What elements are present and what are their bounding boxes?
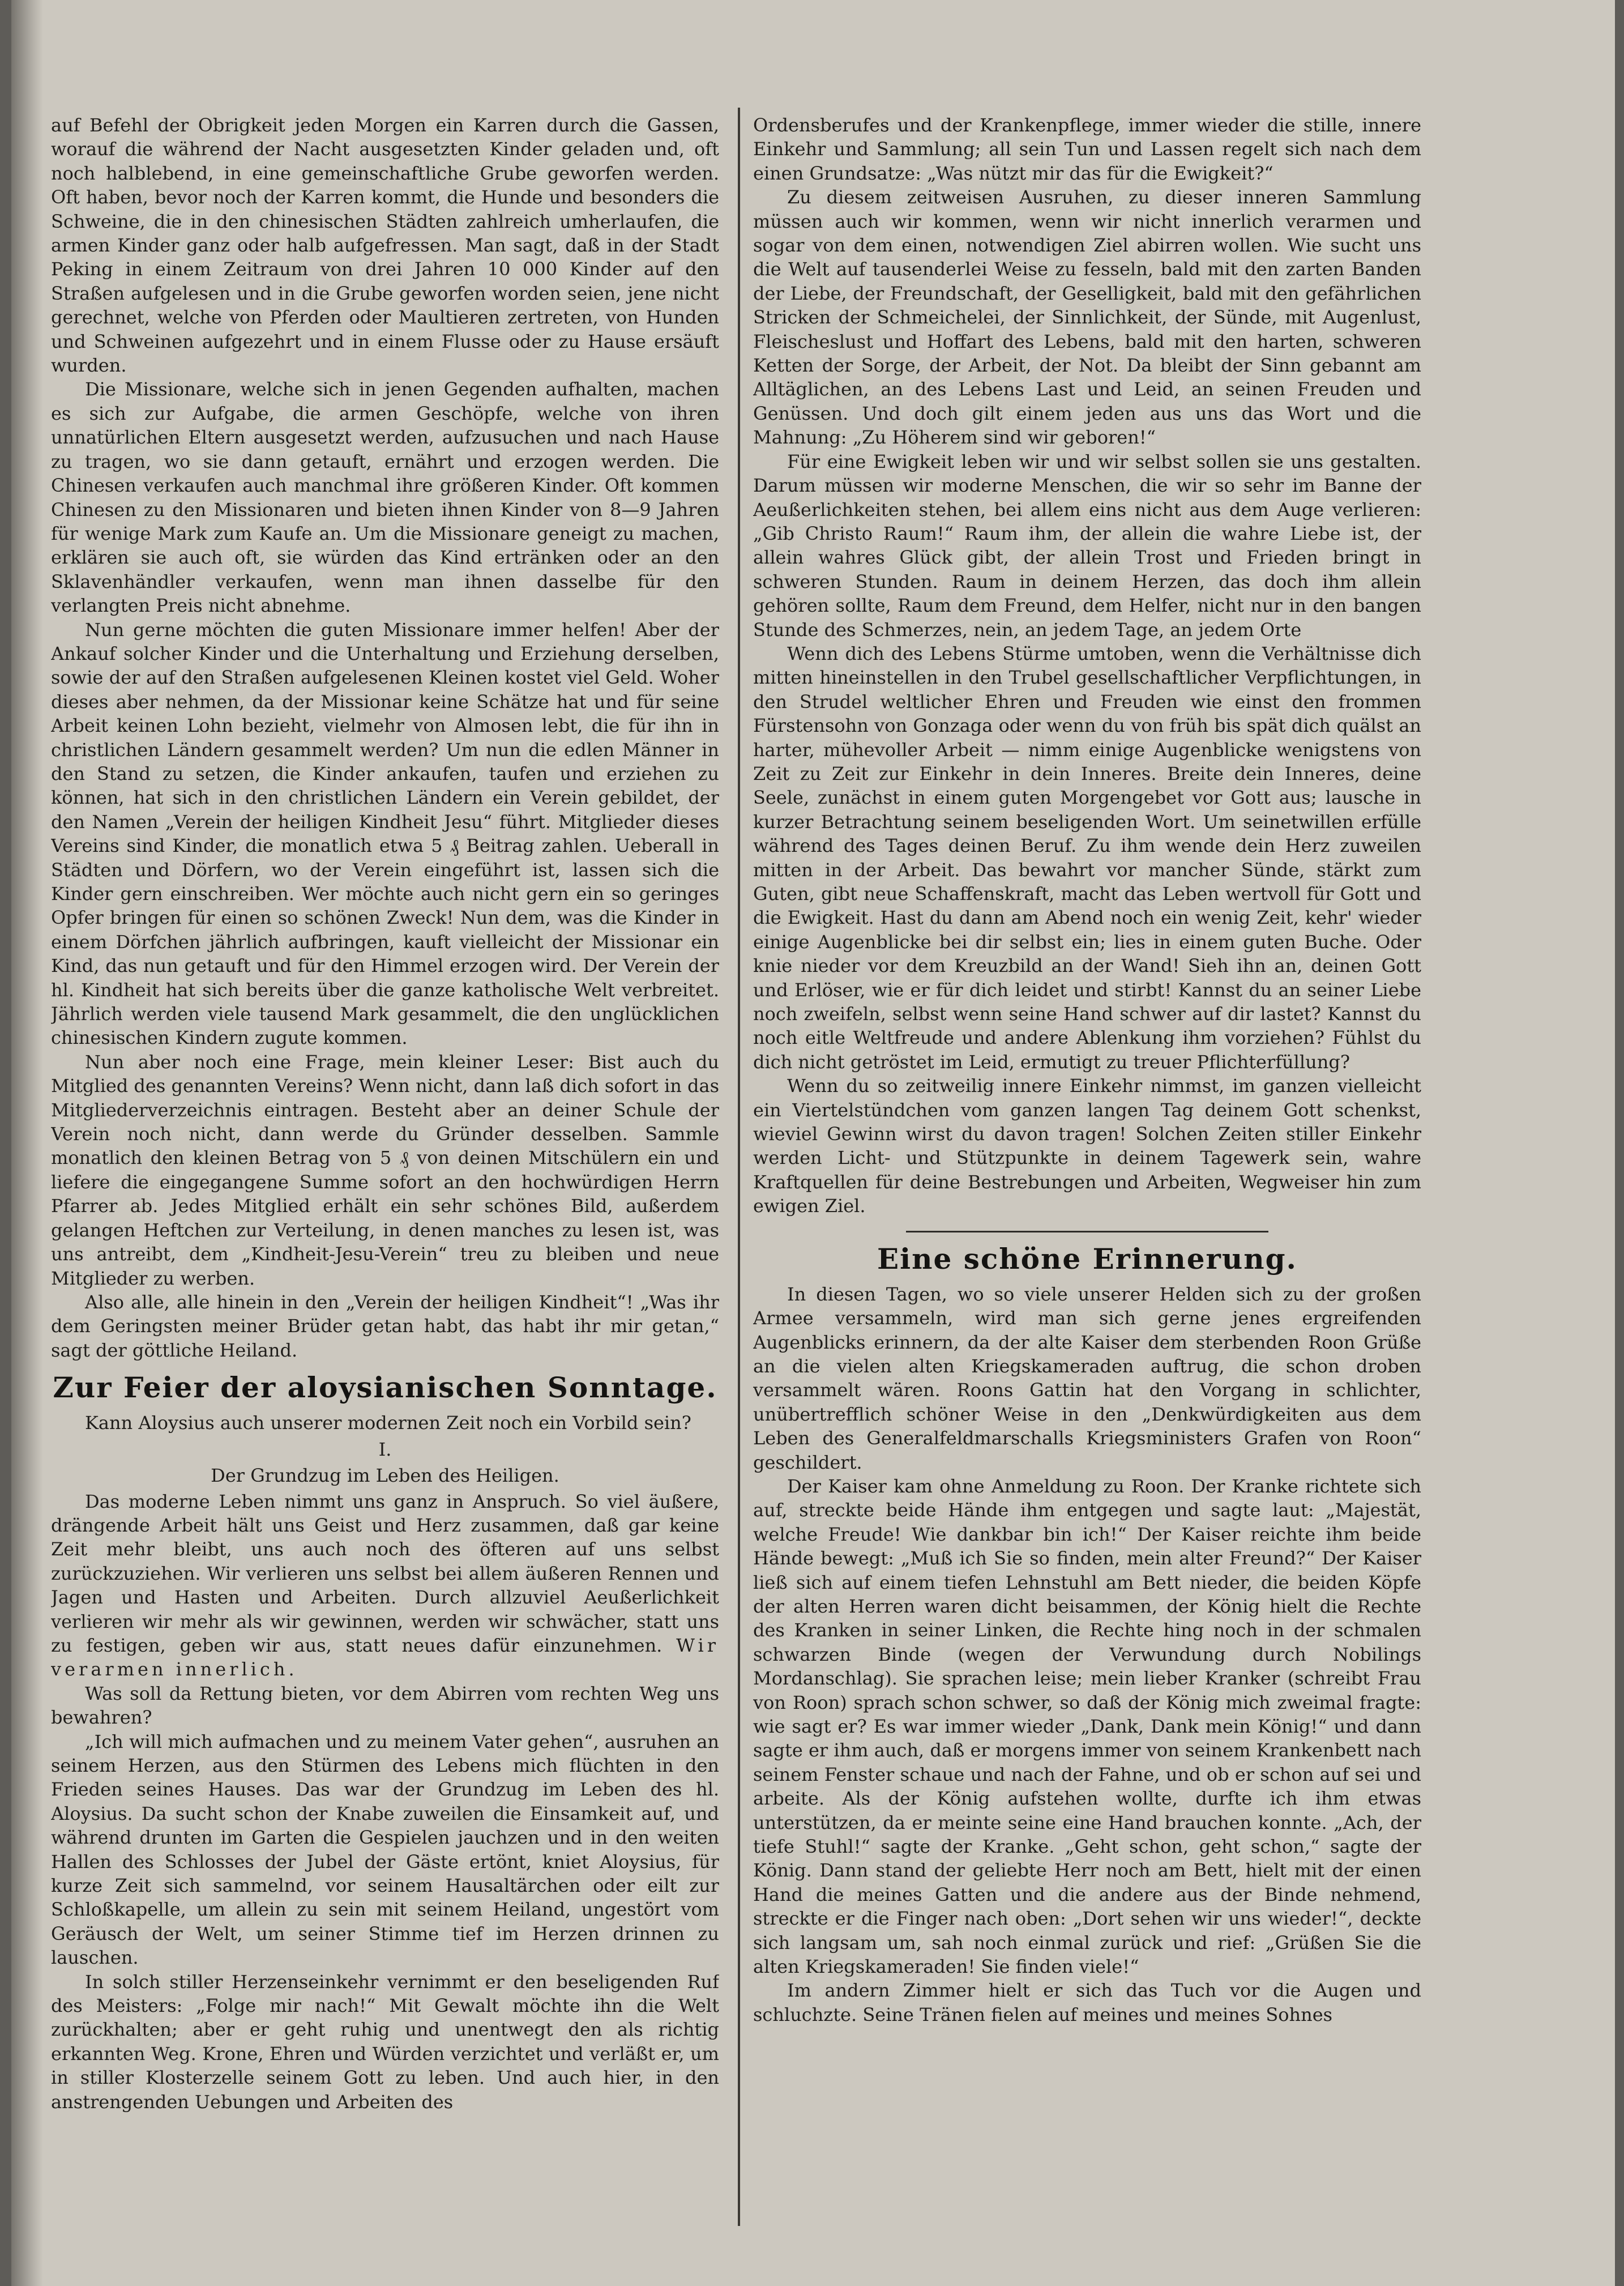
right-paragraph-1: Ordensberufes und der Krankenpflege, immer wieder die stille, innere Einkehr und Sammlung; all sein Tun und Lassen regelt sich nach dem einen Grundsatze: „Was nützt mir das für die Ewigkeit?“ [753, 114, 1421, 184]
section-numeral: I. [378, 1438, 392, 1460]
left-paragraph-8: „Ich will mich aufmachen und zu meinem Vater gehen“, ausruhen an seinem Herzen, aus den Stürmen des Lebens mich flüchten in den Frieden seines Hauses. Das war der Grundzug im Leben des hl. Aloysius. Da sucht schon der Knabe zuweilen die Einsamkeit auf, und während drunten im Garten die Gespielen jauchzen und in den weiten Hallen des Schlosses der Jubel der Gäste ertönt, kniet Aloysius, für kurze Zeit sich sammelnd, vor seinem Hausaltärchen oder eilt zur Schloßkapelle, um allein zu sein mit seinem Heiland, ungestört vom Geräusch der Welt, um seiner Stimme tief im Herzen drinnen zu lauschen. [51, 1730, 719, 1969]
article-heading-erinnerung: Eine schöne Erinnerung. [877, 1242, 1297, 1276]
right-paragraph-7: Der Kaiser kam ohne Anmeldung zu Roon. Der Kranke richtete sich auf, streckte beide Hände ihm entgegen und sagte laut: „Majestät, welche Freude! Wie dankbar bin ich!“ Der Kaiser reichte ihm beide Hände bewegt: „Muß ich Sie so finden, mein alter Freund?“ Der Kaiser ließ sich auf einem tiefen Lehnstuhl am Bett nieder, die beiden Köpfe der alten Herren waren dicht beisammen, der König hielt die Rechte des Kranken in seiner Linken, die Rechte hing noch in der schmalen schwarzen Binde (wegen der Verwundung durch Nobilings Mordanschlag). Sie sprachen leise; mein lieber Kranker (schreibt Frau von Roon) sprach schon schwer, so daß der König mich zweimal fragte: wie sagt er? Es war immer wieder „Dank, Dank mein König!“ und dann sagte er ihm auch, daß er morgens immer von seinem Krankenbett nach seinem Fenster schaue und nach der Fahne, und ob er schon auf sei und arbeite. Als der König aufstehen wollte, durfte ich ihm etwas unterstützen, da er meinte seine eine Hand brauchen konnte. „Ach, der tiefe Stuhl!“ sagte der Kranke. „Geht schon, geht schon,“ sagte der König. Dann stand der geliebte Herr noch am Bett, hielt mit der einen Hand die meines Gatten und die andere aus der Binde nehmend, streckte er die Finger nach oben: „Dort sehen wir uns wieder!“, deckte sich langsam um, sah noch einmal zurück und rief: „Grüßen Sie die alten Kriegskameraden! Sie finden viele!“ [753, 1475, 1421, 1978]
section-subheading: Der Grundzug im Leben des Heiligen. [211, 1464, 559, 1486]
right-paragraph-5: Wenn du so zeitweilig innere Einkehr nimmst, im ganzen vielleicht ein Viertelstündchen vom ganzen langen Tag deinem Gott schenkst, wieviel Gewinn wirst du davon tragen! Solchen Zeiten stiller Einkehr werden Licht- und Stützpunkte in deinem Tagewerk sein, wahre Kraftquellen für deine Bestrebungen und Arbeiten, Wegweiser hin zum ewigen Ziel. [753, 1075, 1421, 1217]
left-paragraph-2: Die Missionare, welche sich in jenen Gegenden aufhalten, machen es sich zur Aufgabe, die armen Geschöpfe, welche von ihren unnatürlichen Eltern ausgesetzt werden, aufzusuchen und nach Hause zu tragen, wo sie dann getauft, ernährt und erzogen werden. Die Chinesen verkaufen auch manchmal ihre größeren Kinder. Oft kommen Chinesen zu den Missionaren und bieten ihnen Kinder von 8—9 Jahren für wenige Mark zum Kaufe an. Um die Missionare geneigt zu machen, erklären sie auch oft, sie würden das Kind ertränken oder an den Sklavenhändler verkaufen, wenn man ihnen dasselbe für den verlangten Preis nicht abnehme. [51, 378, 719, 617]
column-divider [738, 108, 740, 2226]
newspaper-page [11, 0, 1615, 2286]
left-paragraph-6-spaced: Wir verarmen innerlich. [51, 1634, 719, 1681]
right-paragraph-8: Im andern Zimmer hielt er sich das Tuch vor die Augen und schluchzte. Seine Tränen fielen auf meines und meines Sohnes [753, 1980, 1421, 2025]
left-paragraph-1: auf Befehl der Obrigkeit jeden Morgen ein Karren durch die Gassen, worauf die während der Nacht ausgesetzten Kinder geladen und, oft noch halblebend, in eine gemeinschaftliche Grube geworfen werden. Oft haben, bevor noch der Karren kommt, die Hunde und besonders die Schweine, die in den chinesischen Städten zahlreich umherlaufen, die armen Kinder ganz oder halb aufgefressen. Man sagt, daß in der Stadt Peking in einem Zeitraum von drei Jahren 10 000 Kinder auf den Straßen aufgelesen und in die Grube geworfen worden seien, jene nicht gerechnet, welche von Pferden oder Maultieren zertreten, von Hunden und Schweinen aufgezehrt und in einem Flusse oder zu Hause ersäuft wurden. [51, 114, 719, 377]
article-separator-rule [906, 1231, 1268, 1232]
left-paragraph-9: In solch stiller Herzenseinkehr vernimmt er den beseligenden Ruf des Meisters: „Folge mir nach!“ Mit Gewalt möchte ihn die Welt zurückhalten; aber er geht ruhig und unentwegt den als richtig erkannten Weg. Krone, Ehren und Würden verzichtet und verläßt er, um in stiller Klosterzelle seinem Gott zu leben. Und auch hier, in den anstrengenden Uebungen und Arbeiten des [51, 1971, 719, 2113]
left-paragraph-5: Also alle, alle hinein in den „Verein der heiligen Kindheit“! „Was ihr dem Geringsten meiner Brüder getan habt, das habt ihr mir getan,“ sagt der göttliche Heiland. [51, 1291, 719, 1361]
page-binding-edge [11, 0, 43, 2286]
right-paragraph-3: Für eine Ewigkeit leben wir und wir selbst sollen sie uns gestalten. Darum müssen wir moderne Menschen, die wir so sehr im Banne der Aeußerlichkeiten stehen, bei allem eins nicht aus dem Auge verlieren: „Gib Christo Raum!“ Raum ihm, der allein die wahre Liebe ist, der allein wahres Glück gibt, der allein Trost und Frieden bringt in schweren Stunden. Raum in deinem Herzen, das doch ihm allein gehören sollte, Raum dem Freund, dem Helfer, nicht nur in den bangen Stunde des Schmerzes, nein, an jedem Tage, an jedem Orte [753, 450, 1421, 641]
right-column [753, 113, 1421, 2243]
left-paragraph-4: Nun aber noch eine Frage, mein kleiner Leser: Bist auch du Mitglied des genannten Vereins? Wenn nicht, dann laß dich sofort in das Mitgliederverzeichnis eintragen. Besteht aber an deiner Schule der Verein noch nicht, dann werde du Gründer desselben. Sammle monatlich den kleinen Betrag von 5 ₰ von deinen Mitschülern ein und liefere die eingegangene Summe sofort an den hochwürdigen Herrn Pfarrer ab. Jedes Mitglied erhält ein sehr schönes Bild, außerdem gelangen Heftchen zur Verteilung, in denen manches zu lesen ist, was uns antreibt, dem „Kindheit-Jesu-Verein“ treu zu bleiben und neue Mitglieder zu werben. [51, 1051, 719, 1289]
left-paragraph-3: Nun gerne möchten die guten Missionare immer helfen! Aber der Ankauf solcher Kinder und die Unterhaltung und Erziehung derselben, sowie der auf den Straßen aufgelesenen Kleinen kostet viel Geld. Woher dieses aber nehmen, da der Missionar keine Schätze hat und für seine Arbeit keinen Lohn bezieht, vielmehr von Almosen lebt, die für ihn in christlichen Ländern gesammelt werden? Um nun die edlen Männer in den Stand zu setzen, die Kinder ankaufen, taufen und erziehen zu können, hat sich in den christlichen Ländern ein Verein gebildet, der den Namen „Verein der heiligen Kindheit Jesu“ führt. Mitglieder dieses Vereins sind Kinder, die monatlich etwa 5 ₰ Beitrag zahlen. Ueberall in Städten und Dörfern, wo der Verein eingeführt ist, lassen sich die Kinder gern einschreiben. Wer möchte auch nicht gern ein so geringes Opfer bringen für einen so schönen Zweck! Nun dem, was die Kinder in einem Dörfchen jährlich aufbringen, kauft vielleicht der Missionar ein Kind, das nun getauft und für den Himmel erzogen wird. Der Verein der hl. Kindheit hat sich bereits über die ganze katholische Welt verbreitet. Jährlich werden viele tausend Mark gesammelt, die den unglücklichen chinesischen Kindern zugute kommen. [51, 619, 719, 1049]
right-paragraph-6: In diesen Tagen, wo so viele unserer Helden sich zu der großen Armee versammeln, wird man sich gerne jenes ergreifenden Augenblicks erinnern, da der alte Kaiser dem sterbenden Roon Grüße an die vielen alten Kriegskameraden auftrug, die schon droben versammelt wären. Roons Gattin hat den Vorgang in schlichter, unübertrefflich schöner Weise in den „Denkwürdigkeiten aus dem Leben des Generalfeldmarschalls Kriegsministers Grafen von Roon“ geschildert. [753, 1283, 1421, 1473]
article-heading-aloysius: Zur Feier der aloysianischen Sonntage. [53, 1371, 717, 1405]
left-column [51, 113, 719, 2243]
article-intro: Kann Aloysius auch unserer modernen Zeit noch ein Vorbild sein? [85, 1412, 691, 1434]
right-paragraph-2: Zu diesem zeitweisen Ausruhen, zu dieser inneren Sammlung müssen auch wir kommen, wenn wir nicht innerlich verarmen und sogar von dem einen, notwendigen Ziel abirren wollen. Wie sucht uns die Welt auf tausenderlei Weise zu fesseln, bald mit den zarten Banden der Liebe, der Freundschaft, der Geselligkeit, bald mit den gefährlichen Stricken der Schmeichelei, der Sinnlichkeit, der Sünde, mit Augenlust, Fleischeslust und Hoffart des Lebens, bald mit den harten, schweren Ketten der Sorge, der Arbeit, der Not. Da bleibt der Sinn gebannt am Alltäglichen, an des Lebens Last und Leid, an seinen Freuden und Genüssen. Und doch gilt einem jeden aus uns das Wort und die Mahnung: „Zu Höherem sind wir geboren!“ [753, 186, 1421, 449]
left-paragraph-7: Was soll da Rettung bieten, vor dem Abirren vom rechten Weg uns bewahren? [51, 1682, 719, 1729]
left-paragraph-6 [51, 1490, 719, 1682]
left-paragraph-6-text: Das moderne Leben nimmt uns ganz in Anspruch. So viel äußere, drängende Arbeit hält uns Geist und Herz zusammen, daß gar keine Zeit mehr bleibt, uns auch noch des öfteren auf uns selbst zurückzuziehen. Wir verlieren uns selbst bei allem äußeren Rennen und Jagen und Hasten und Arbeiten. Durch allzuviel Aeußerlichkeit verlieren wir mehr als wir gewinnen, werden wir schwächer, statt uns zu festigen, geben wir aus, statt neues dafür einzunehmen. [51, 1490, 719, 1656]
right-paragraph-4: Wenn dich des Lebens Stürme umtoben, wenn die Verhältnisse dich mitten hineinstellen in den Trubel gesellschaftlicher Verpflichtungen, in den Strudel weltlicher Ehren und Freuden wie einst den frommen Fürstensohn von Gonzaga oder wenn du von früh bis spät dich quälst an harter, mühevoller Arbeit — nimm einige Augenblicke wenigstens von Zeit zu Zeit zur Einkehr in dein Inneres. Breite dein Inneres, deine Seele, zunächst in einem guten Morgengebet vor Gott aus; lausche in kurzer Betrachtung seinem beseligenden Wort. Um seinetwillen erfülle während des Tages deinen Beruf. Zu ihm wende dein Herz zuweilen mitten in der Arbeit. Das bewahrt vor mancher Sünde, stärkt zum Guten, gibt neue Schaffenskraft, macht das Leben wertvoll für Gott und die Ewigkeit. Hast du dann am Abend noch ein wenig Zeit, kehr' wieder einige Augenblicke bei dir selbst ein; lies in einem guten Buche. Oder knie nieder vor dem Kreuzbild an der Wand! Sieh ihn an, deinen Gott und Erlöser, wie er für dich leidet und stirbt! Kannst du an seiner Liebe noch zweifeln, selbst wenn seine Hand schwer auf dir lastet? Kannst du noch eitle Weltfreude und andere Ablenkung ihm vorziehen? Fühlst du dich nicht getröstet im Leid, ermutigt zu treuer Pflichterfüllung? [753, 642, 1421, 1073]
